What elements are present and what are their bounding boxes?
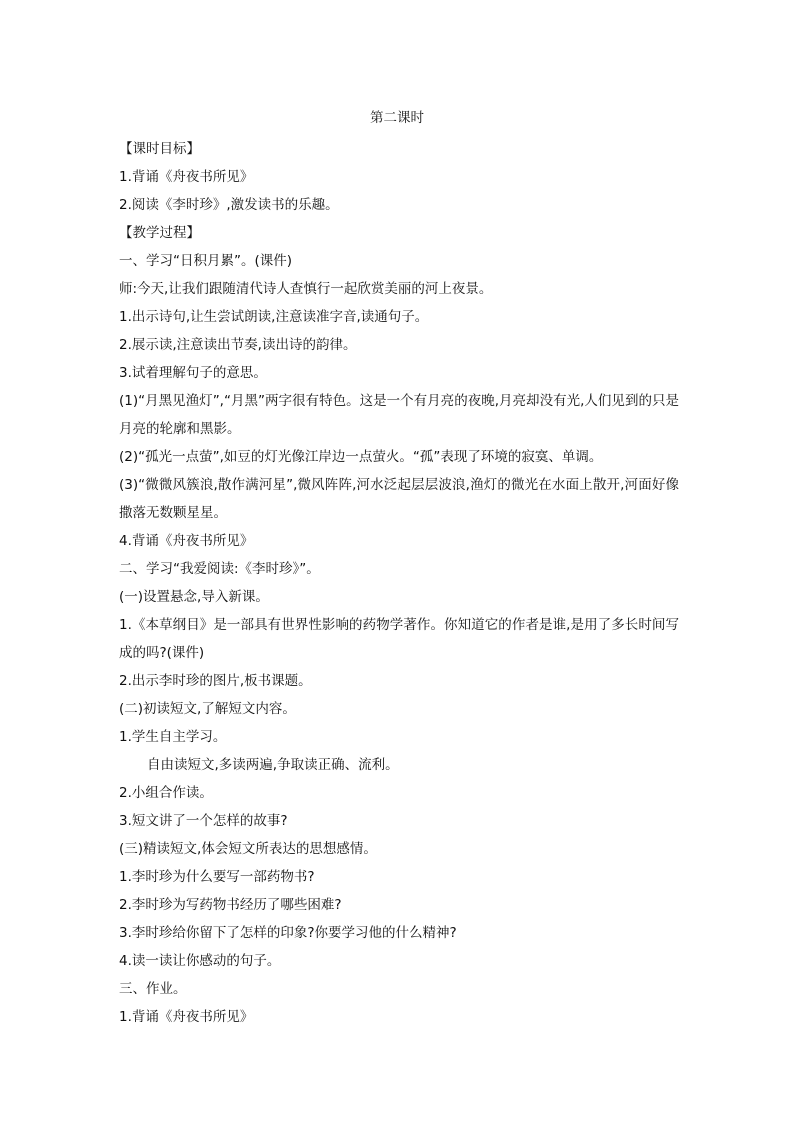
- part-heading: 三、作业。: [119, 981, 187, 997]
- objective-item: 2.阅读《李时珍》,激发读书的乐趣。: [119, 197, 339, 213]
- step-item: 3.李时珍给你留下了怎样的印象?你要学习他的什么精神?: [119, 925, 457, 941]
- part-heading: 一、学习“日积月累”。(课件): [119, 253, 293, 269]
- subsection-heading: (三)精读短文,体会短文所表达的思想感情。: [119, 841, 377, 857]
- page-title: 第二课时: [370, 110, 424, 126]
- subsection-heading: (一)设置悬念,导入新课。: [119, 589, 269, 605]
- objective-item: 1.背诵《舟夜书所见》: [119, 169, 254, 185]
- step-item: 2.展示读,注意读出节奏,读出诗的韵律。: [119, 337, 357, 353]
- step-item: 2.出示李时珍的图片,板书课题。: [119, 673, 312, 689]
- explanation-item: (3)“微微风簇浪,散作满河星”,微风阵阵,河水泛起层层波浪,渔灯的微光在水面上散开,河面好像撒落无数颗星星。: [119, 477, 679, 521]
- explanation-item: (1)“月黑见渔灯”,“月黑”两字很有特色。这是一个有月亮的夜晚,月亮却没有光,人们见到的只是月亮的轮廓和黑影。: [119, 393, 679, 437]
- step-item: 1.学生自主学习。: [119, 729, 227, 745]
- part-heading: 二、学习“我爱阅读:《李时珍》”。: [119, 561, 320, 577]
- step-item: 2.李时珍为写药物书经历了哪些困难?: [119, 897, 342, 913]
- step-item: 1.背诵《舟夜书所见》: [119, 1009, 254, 1025]
- step-item: 1.李时珍为什么要写一部药物书?: [119, 869, 315, 885]
- step-item: 3.短文讲了一个怎样的故事?: [119, 813, 288, 829]
- step-item: 1.出示诗句,让生尝试朗读,注意读准字音,读通句子。: [119, 309, 429, 325]
- paragraph: 自由读短文,多读两遍,争取读正确、流利。: [147, 757, 399, 773]
- step-item: 2.小组合作读。: [119, 785, 213, 801]
- section-heading-process: 【教学过程】: [119, 225, 200, 241]
- section-heading-objectives: 【课时目标】: [119, 141, 200, 157]
- paragraph: 师:今天,让我们跟随清代诗人查慎行一起欣赏美丽的河上夜景。: [119, 281, 493, 297]
- step-item: 3.试着理解句子的意思。: [119, 365, 267, 381]
- step-item: 4.读一读让你感动的句子。: [119, 953, 281, 969]
- document-body: [119, 135, 679, 1031]
- subsection-heading: (二)初读短文,了解短文内容。: [119, 701, 296, 717]
- step-item: 4.背诵《舟夜书所见》: [119, 533, 254, 549]
- step-item: 1.《本草纲目》是一部具有世界性影响的药物学著作。你知道它的作者是谁,是用了多长时间写成的吗?(课件): [119, 617, 679, 661]
- explanation-item: (2)“孤光一点萤”,如豆的灯光像江岸边一点萤火。“孤”表现了环境的寂寞、单调。: [119, 449, 603, 465]
